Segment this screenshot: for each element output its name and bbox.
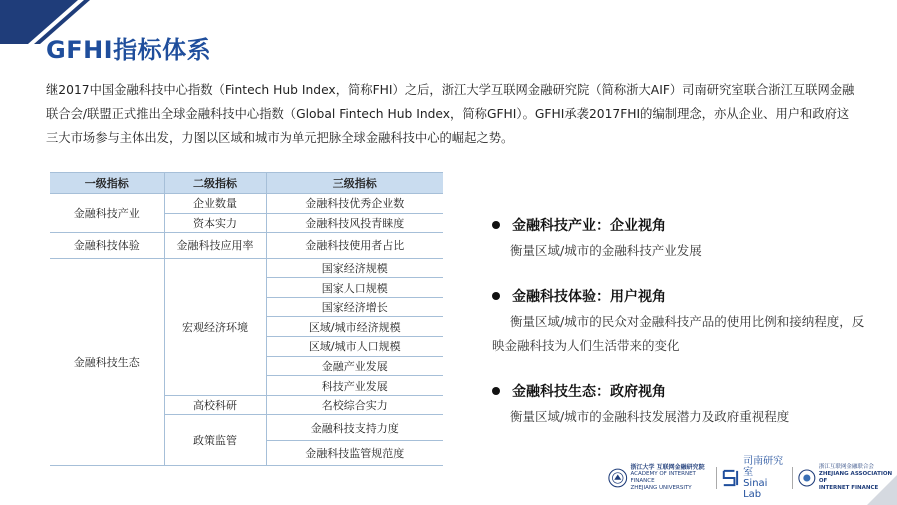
bullet-heading: [492, 380, 872, 402]
intro-paragraph: 继2017中国金融科技中心指数（Fintech Hub Index，简称FHI）之后，浙江大学互联网金融研究院（简称浙大AIF）司南研究室联合浙江互联网金融联合会/联盟正式推出全球金融科技中心指数（Global Fintech Hub Index，简称GFHI）。GFHI承袭2017FHI的编制理念，亦从企业、用户和政府这三大市场参与主体出发，力图以区域和城市为单元把脉全球金融科技中心的崛起之势。: [46, 83, 855, 145]
level2-cell: 政策监管: [164, 415, 266, 466]
level1-cell: 金融科技体验: [50, 233, 164, 259]
bullet-heading: [492, 214, 872, 236]
level3-cell: 金融科技监管规范度: [266, 440, 443, 466]
level3-cell: 科技产业发展: [266, 376, 443, 396]
page-title: GFHI指标体系: [46, 36, 212, 64]
bullet-dot-icon: [492, 221, 500, 229]
level3-cell: 金融科技风投青睐度: [266, 213, 443, 233]
zju-aif-logo: [608, 464, 711, 492]
level1-cell: 金融科技产业: [50, 194, 164, 233]
sinai-logo-cn: 司南研究室: [743, 456, 784, 478]
bullet-description: 衡量区域/城市的金融科技产业发展: [510, 243, 702, 258]
bullet-heading: [492, 285, 872, 307]
level3-cell: 区域/城市经济规模: [266, 317, 443, 337]
level3-cell: 金融产业发展: [266, 356, 443, 376]
list-item: [492, 285, 872, 358]
level1-cell: 金融科技生态: [50, 258, 164, 466]
list-item: [492, 380, 872, 429]
level3-cell: 国家人口规模: [266, 278, 443, 298]
zju-logo-line3: ZHEJIANG UNIVERSITY: [630, 485, 692, 491]
level2-cell: 企业数量: [164, 194, 266, 214]
association-emblem-icon: [798, 468, 816, 488]
zju-emblem-icon: [608, 467, 628, 489]
level3-cell: 金融科技支持力度: [266, 415, 443, 441]
level2-cell: 宏观经济环境: [164, 258, 266, 395]
bullet-heading-text: 金融科技体验：用户视角: [512, 289, 666, 305]
zju-logo-line2: ACADEMY OF INTERNET FINANCE: [630, 471, 696, 484]
association-logo-line3: INTERNET FINANCE: [818, 485, 879, 491]
footer-logos: [608, 456, 893, 500]
level3-cell: 区域/城市人口规模: [266, 337, 443, 357]
level3-cell: 金融科技使用者占比: [266, 233, 443, 259]
table-row: [50, 233, 443, 259]
indicator-table: [50, 172, 443, 466]
logo-divider: [716, 467, 717, 489]
bullet-dot-icon: [492, 387, 500, 395]
level2-cell: 金融科技应用率: [164, 233, 266, 259]
bullet-description: 衡量区域/城市的金融科技发展潜力及政府重视程度: [510, 409, 790, 424]
table-row: [50, 194, 443, 214]
table-header: 一级指标: [50, 173, 164, 194]
bullet-heading-text: 金融科技产业：企业视角: [512, 218, 666, 234]
level3-cell: 名校综合实力: [266, 395, 443, 415]
association-logo-line1: 浙江互联网金融联合会: [818, 464, 874, 470]
level3-cell: 国家经济规模: [266, 258, 443, 278]
association-logo: [798, 464, 893, 492]
bullet-dot-icon: [492, 292, 500, 300]
level2-cell: 资本实力: [164, 213, 266, 233]
logo-divider: [792, 467, 793, 489]
bullet-description: 衡量区域/城市的民众对金融科技产品的使用比例和接纳程度，反映金融科技为人们生活带来的变化: [492, 314, 865, 353]
list-item: [492, 214, 872, 263]
table-header: 三级指标: [266, 173, 443, 194]
level3-cell: 金融科技优秀企业数: [266, 194, 443, 214]
sinai-lab-logo: [722, 456, 787, 500]
association-logo-line2: ZHEJIANG ASSOCIATION OF: [818, 471, 893, 484]
level2-cell: 高校科研: [164, 395, 266, 415]
sinai-emblem-icon: [722, 467, 740, 489]
bullet-heading-text: 金融科技生态：政府视角: [512, 384, 666, 400]
zju-logo-line1: 浙江大学 互联网金融研究院: [630, 464, 705, 471]
table-header-row: [50, 173, 443, 194]
level3-cell: 国家经济增长: [266, 297, 443, 317]
table-row: [50, 258, 443, 278]
perspective-list: [492, 214, 872, 451]
table-header: 二级指标: [164, 173, 266, 194]
sinai-logo-en: Sinai Lab: [743, 478, 768, 500]
